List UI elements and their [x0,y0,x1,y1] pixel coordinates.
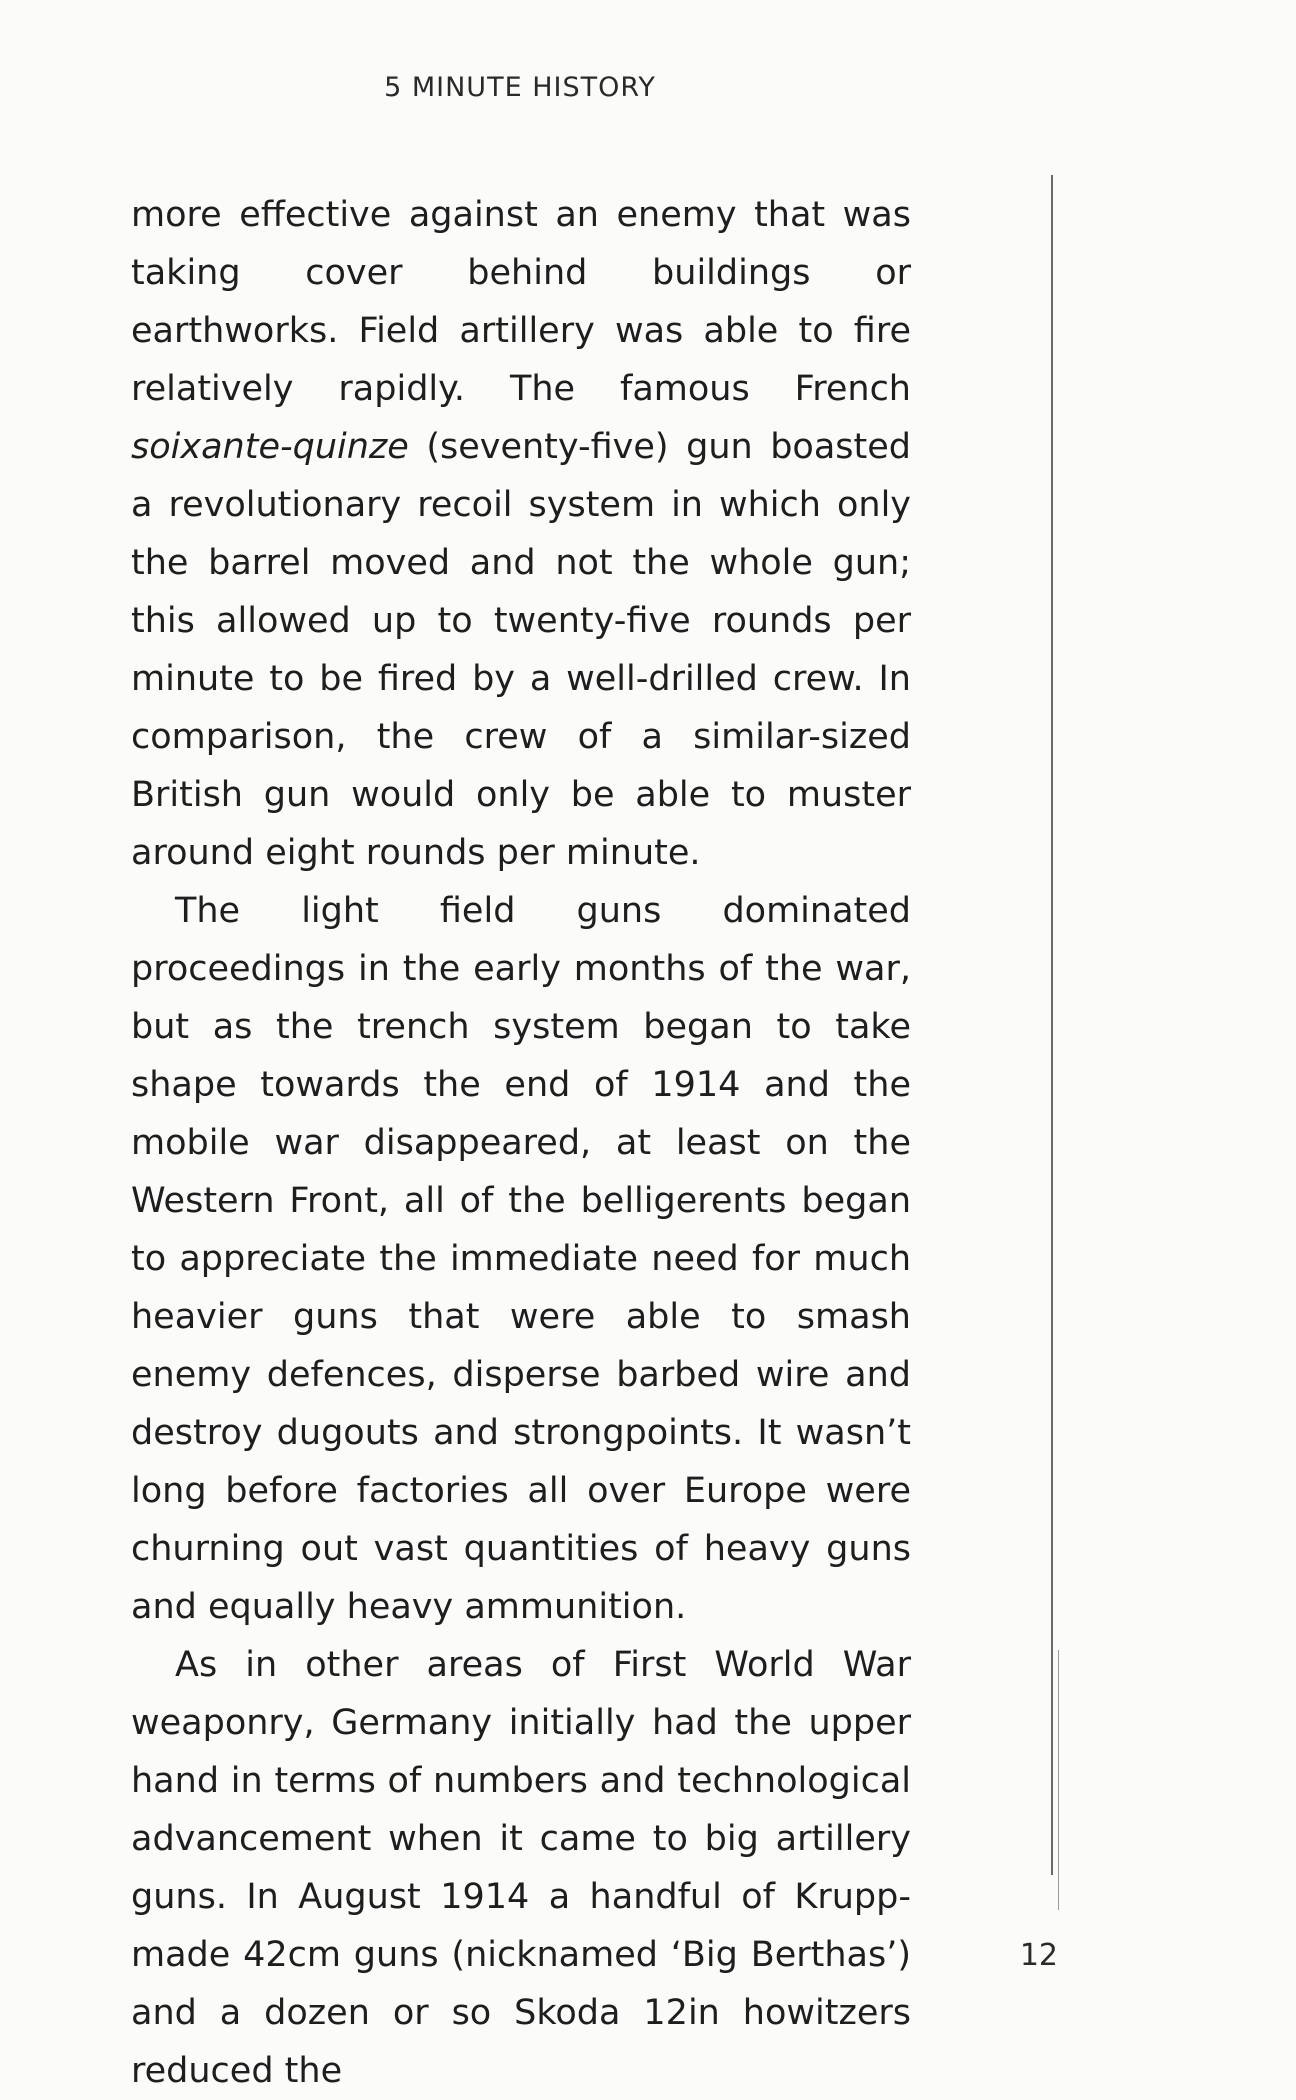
gutter-shadow-line-lower [1058,1650,1059,1910]
gutter-shadow-line [1051,175,1053,1875]
paragraph-2: The light field guns dominated proceedings in the early months of the war, but as the trench system began to take shape towards the end of 1914 and the mobile war disappeared, at least on the Western Front, all of the belligerents began to appreciate the immediate need for much heavier guns that were able to smash enemy defences, disperse barbed wire and destroy dugouts and strongpoints. It wasn’t long before factories all over Europe were churning out vast quantities of heavy guns and equally heavy ammunition. [131,891,911,1627]
running-header: 5 MINUTE HISTORY [384,72,656,103]
paragraph-1-start: more effective against an enemy that was taking cover behind buildings or earthworks. Field artillery was able to fire relatively rapidly. The famous French [131,195,911,409]
paragraph-1 [131,186,911,882]
paragraph-3: As in other areas of First World War weaponry, Germany initially had the upper hand in terms of numbers and technological advancement when it came to big artillery guns. In August 1914 a handful of Krupp-made 42cm guns (nicknamed ‘Big Berthas’) and a dozen or so Skoda 12in howitzers reduced the [131,1645,911,2091]
page-number: 12 [1019,1938,1058,1973]
body-text [131,186,911,2100]
paragraph-1-end: (seventy-five) gun boasted a revolutionary recoil system in which only the barrel moved and not the whole gun; this allowed up to twenty-five rounds per minute to be fired by a well-drilled crew. In comparison, the crew of a similar-sized British gun would only be able to muster around eight rounds per minute. [131,427,911,873]
italic-term: soixante-quinze [131,427,409,467]
